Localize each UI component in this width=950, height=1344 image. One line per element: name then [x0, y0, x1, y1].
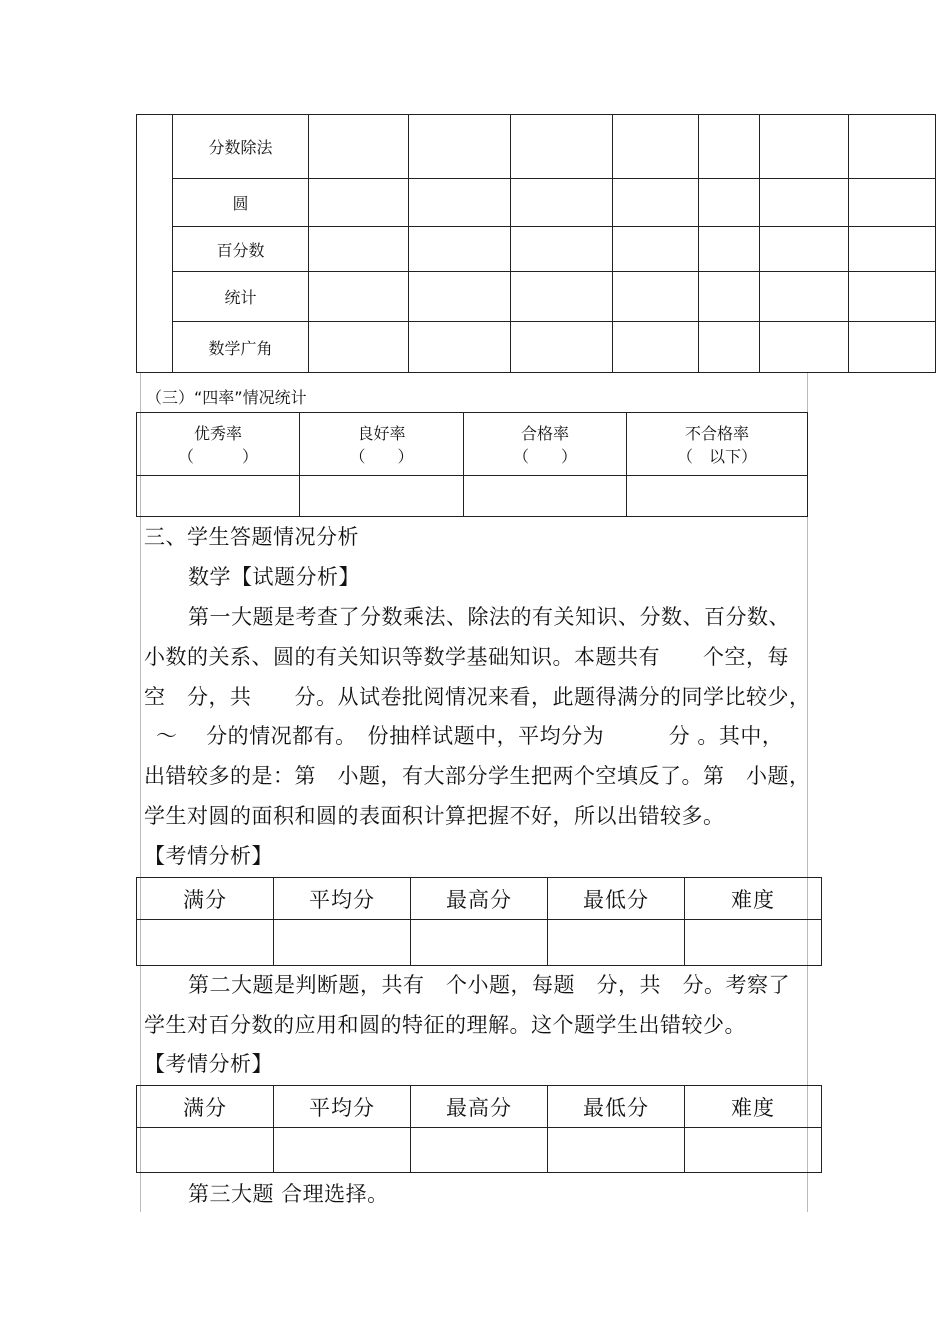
topic-cell: 数学广角: [173, 322, 309, 373]
analysis-table-1: [136, 877, 822, 966]
topic-cell: 统计: [173, 272, 309, 322]
rate-header-excellent: [137, 413, 300, 476]
rate-sub: （ 以下）: [676, 447, 757, 466]
topic-cell: 分数除法: [173, 115, 309, 179]
analysis-header: 满分: [137, 1086, 274, 1128]
paragraph-line: 出错较多的是：第 小题，有大部分学生把两个空填反了。第 小题，: [144, 764, 811, 788]
analysis-label: 【考情分析】: [144, 844, 273, 868]
rate-header-fail: [627, 413, 808, 476]
paragraph-line: 第三大题 合理选择。: [188, 1182, 389, 1206]
paragraph-line: 学生对圆的面积和圆的表面积计算把握不好，所以出错较多。: [144, 804, 725, 828]
analysis-header: 平均分: [274, 878, 411, 920]
rate-sub: （ ）: [177, 447, 258, 466]
rate-sub: （ ）: [349, 447, 414, 466]
rate-header-good: [300, 413, 464, 476]
paragraph-line: 小数的关系、圆的有关知识等数学基础知识。本题共有 个空，每: [144, 645, 789, 669]
section-title: 三、学生答题情况分析: [144, 525, 359, 549]
rate-sub: （ ）: [512, 447, 577, 466]
four-rates-heading: （三）“四率”情况统计: [146, 388, 307, 407]
four-rates-table: [136, 412, 808, 517]
analysis-table-2: [136, 1085, 822, 1173]
analysis-header: 难度: [685, 1086, 822, 1128]
analysis-header: 平均分: [274, 1086, 411, 1128]
analysis-header: 难度: [685, 878, 822, 920]
paragraph-line: 第二大题是判断题，共有 个小题，每题 分，共 分。考察了: [188, 973, 790, 997]
topics-category-cell: [137, 115, 173, 373]
paragraph-line: 第一大题是考查了分数乘法、除法的有关知识、分数、百分数、: [188, 605, 790, 629]
analysis-header: 满分: [137, 878, 274, 920]
analysis-label: 【考情分析】: [144, 1052, 273, 1076]
analysis-header: 最低分: [548, 878, 685, 920]
rate-label: 良好率: [357, 424, 406, 443]
topic-cell: 圆: [173, 179, 309, 227]
analysis-header: 最低分: [548, 1086, 685, 1128]
rate-label: 优秀率: [193, 424, 242, 443]
paragraph-line: 空 分，共 分。从试卷批阅情况来看，此题得满分的同学比较少，: [144, 685, 811, 709]
paragraph-line: ～ 分的情况都有。 份抽样试题中，平均分为 分 。其中，: [156, 724, 784, 748]
rate-header-pass: [464, 413, 627, 476]
rate-label: 合格率: [520, 424, 569, 443]
rate-label: 不合格率: [684, 424, 749, 443]
paragraph-line: 学生对百分数的应用和圆的特征的理解。这个题学生出错较少。: [144, 1013, 746, 1037]
topics-table: [136, 114, 936, 373]
analysis-header: 最高分: [411, 1086, 548, 1128]
analysis-header: 最高分: [411, 878, 548, 920]
section-subtitle: 数学【试题分析】: [188, 565, 360, 589]
topic-cell: 百分数: [173, 227, 309, 272]
